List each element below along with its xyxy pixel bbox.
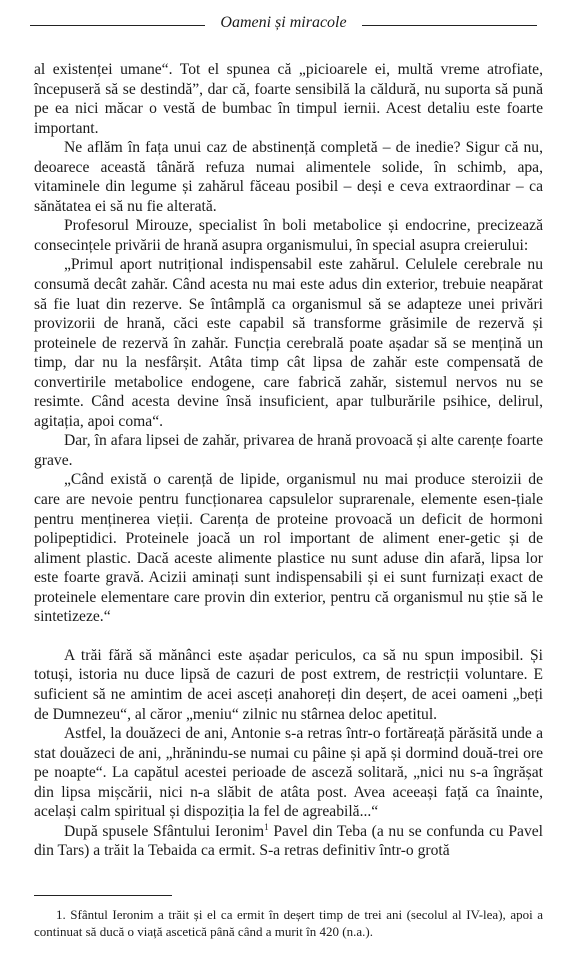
paragraph: Astfel, la douăzeci de ani, Antonie s-a retras într-o fortăreață părăsită unde a stat douăzeci de ani, „hrănindu-se numai cu pâine și apă și dormind două-trei ore pe noapte“. La capătul acestei perioade de asceză solitară, „nici nu s-a îngrășat din lipsa mișcării, nici n-a slăbit de atâta post. Avea aceeași față ca înainte, același calm spiritual și dispoziția la fel de agreabilă...“ [34,725,543,821]
paragraph-text-start: După spusele Sfântului Ieronim [64,822,265,840]
running-title: Oameni și miracole [220,14,347,31]
footnote-text: 1. Sfântul Ieronim a trăit și el ca ermit în deșert timp de trei ani (secolul al IV-lea), apoi a continuat să ducă o viață ascetică până când a murit în 420 (n.a.). [34,907,543,939]
footnote-divider [34,895,172,896]
quote-paragraph: „Când există o carență de lipide, organismul nu mai produce steroizii de care are nevoie pentru funcționarea capsulelor suprarenale, elemente esen-țiale pentru menținerea vieții. Carența de proteine provoacă un deficit de hormoni polipeptidici. Proteinele joacă un rol important de aliment ener-getic și de aliment plastic. Dacă aceste alimente plastice nu sunt aduse din afară, lipsa lor este foarte gravă. Acizii aminați sunt indispensabili și ei sunt furnizați exact de proteinele elementare care provin din exterior, pentru că organismul nu știe să le sintetizeze.“ [34,471,543,626]
paragraph: A trăi fără să mănânci este așadar periculos, ca să nu spun imposibil. Și totuși, istoria nu duce lipsă de cazuri de post extrem, de restricții voluntare. E suficient să ne amintim de acei asceți anahoreți din deșert, de acei oameni „beți de Dumnezeu“, al căror „meniu“ zilnic nu stârnea deloc apetitul. [34,646,543,723]
paragraph: al existenței umane“. Tot el spunea că „picioarele ei, multă vreme atrofiate, începuseră să se destindă”, dar că, foarte sensibilă la căldură, nu suporta să pună pe ea nici măcar o vestă de bumbac în timpul iernii. Acest detaliu este foarte important. [34,61,543,137]
footnote-block [34,906,543,940]
running-header [30,10,537,36]
main-text [34,60,543,861]
header-rule-right [362,25,537,26]
footnote-ref-mark[interactable]: 1 [264,821,269,832]
paragraph: Ne aflăm în fața unui caz de abstinență completă – de inedie? Sigur că nu, deoarece această tânără refuza numai alimentele solide, în schimb, apa, vitaminele din legume și zahărul făceau posibil – deși e ceva extraordinar – ca sănătatea ei să nu fie alterată. [34,139,543,215]
paragraph: Dar, în afara lipsei de zahăr, privarea de hrană provoacă și alte carențe foarte grave. [34,432,543,469]
paragraph: Profesorul Mirouze, specialist în boli metabolice și endocrine, precizează consecințele privării de hrană asupra organismului, în special asupra creierului: [34,217,543,254]
paragraph-text-end: Pavel din Teba (a nu se confunda cu Pavel din Tars) a trăit la Tebaida ca ermit. S-a retras definitiv într-o grotă [34,822,544,860]
paragraph-with-footnote-ref [34,822,543,861]
quote-paragraph: „Primul aport nutrițional indispensabil este zahărul. Celulele cerebrale nu consumă decât zahăr. Când acesta nu mai este adus din exterior, trebuie neapărat să fie luat din rezerve. Se întâmplă ca organismul să se adapteze unei privări provizorii de hrană, căci este capabil să transforme grăsimile de rezervă și proteinele de rezervă în zahăr. Funcția cerebrală poate așadar să se mențină un timp, dar nu la nesfârșit. Atâta timp cât lipsa de zahăr este compensată de convertirile metabolice endogene, care fabrică zahăr, sistemul nervos nu se resimte. Când acesta devine însă insuficient, apar tulburările psihice, delirul, agitația, apoi coma“. [34,256,543,430]
